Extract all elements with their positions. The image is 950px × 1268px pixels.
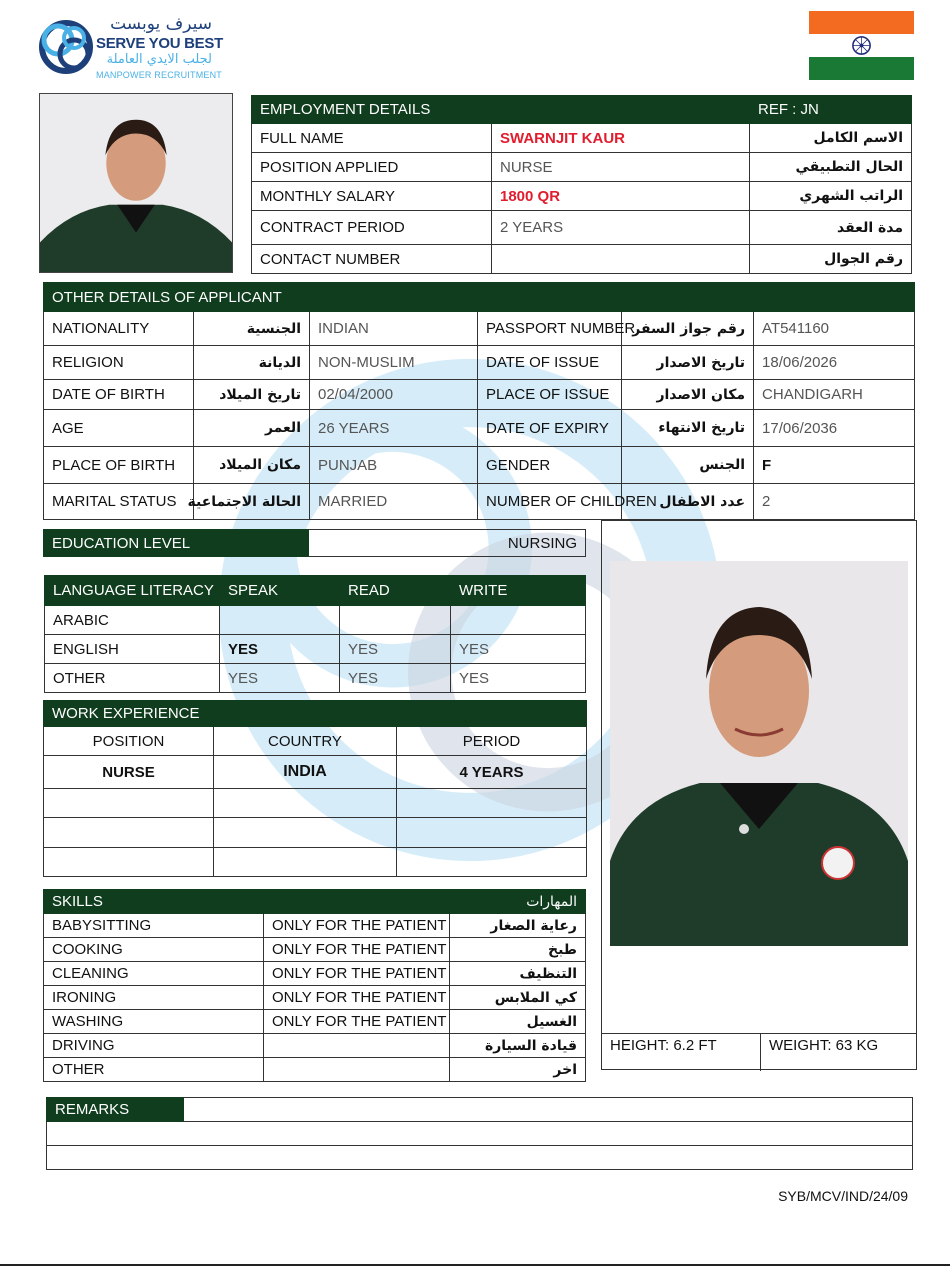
skill-cleaning-arabic: التنظيف [450,962,586,986]
monthly-salary-value: 1800 QR [492,182,750,211]
skill-cleaning: CLEANING [44,962,264,986]
skill-driving-arabic: قيادة السيارة [450,1034,586,1058]
position-applied-arabic: الحال التطبيقي [750,153,912,182]
language-english: ENGLISH [45,635,220,664]
date-of-birth-label: DATE OF BIRTH [44,380,194,410]
employment-details-header: EMPLOYMENT DETAILS [252,96,750,124]
applicant-photo-small [39,93,233,273]
passport-number-arabic: رقم جواز السفر [622,312,754,346]
date-of-birth-value: 02/04/2000 [310,380,478,410]
contract-period-label: CONTRACT PERIOD [252,211,492,245]
skill-ironing: IRONING [44,986,264,1010]
work-experience-table [43,700,587,877]
skill-other-arabic: اخر [450,1058,586,1082]
place-of-issue-arabic: مكان الاصدار [622,380,754,410]
education-level-table [43,529,586,557]
skill-washing: WASHING [44,1010,264,1034]
write-header: WRITE [451,576,586,606]
other-details-header: OTHER DETAILS OF APPLICANT [44,283,478,312]
date-of-expiry-label: DATE OF EXPIRY [478,410,622,447]
passport-number-label: PASSPORT NUMBER [478,312,622,346]
skills-table [43,889,586,1082]
skill-driving: DRIVING [44,1034,264,1058]
applicant-photo-large [610,561,908,946]
weight-value: WEIGHT: 63 KG [769,1037,879,1054]
contact-number-label: CONTACT NUMBER [252,245,492,274]
marital-status-arabic: الحالة الاجتماعية [194,484,310,520]
arabic-read [340,606,451,635]
language-literacy-header: LANGUAGE LITERACY [45,576,220,606]
age-label: AGE [44,410,194,447]
logo-english-name: SERVE YOU BEST [96,35,223,52]
place-of-birth-value: PUNJAB [310,447,478,484]
measurements-row [602,1033,916,1070]
marital-status-value: MARRIED [310,484,478,520]
gender-value: F [754,447,915,484]
skills-header-arabic: المهارات [264,890,586,914]
full-name-value: SWARNJIT KAUR [492,124,750,153]
skill-other-note [264,1058,450,1082]
work-experience-header-blank [314,701,587,727]
other-write: YES [451,664,586,693]
work-experience-header: WORK EXPERIENCE [44,701,314,727]
number-of-children-label: NUMBER OF CHILDREN [478,484,622,520]
work-row-3-period [397,818,587,848]
skill-babysitting-note: ONLY FOR THE PATIENT [264,914,450,938]
speak-header: SPEAK [220,576,340,606]
company-logo [34,14,234,84]
work-row-3-position [44,818,214,848]
remarks-line-1 [47,1122,913,1146]
full-name-label: FULL NAME [252,124,492,153]
english-read: YES [340,635,451,664]
arabic-write [451,606,586,635]
work-row-4-period [397,848,587,877]
ashoka-chakra-icon [850,34,873,57]
english-write: YES [451,635,586,664]
date-of-expiry-value: 17/06/2036 [754,410,915,447]
work-row-4-country [214,848,397,877]
skill-washing-note: ONLY FOR THE PATIENT [264,1010,450,1034]
work-row-1-period: 4 YEARS [397,756,587,789]
work-position-header: POSITION [44,727,214,756]
number-of-children-value: 2 [754,484,915,520]
religion-label: RELIGION [44,346,194,380]
person-photo-icon [610,561,908,946]
logo-mark-icon [34,14,98,80]
skill-driving-note [264,1034,450,1058]
place-of-birth-label: PLACE OF BIRTH [44,447,194,484]
skill-ironing-arabic: كي الملابس [450,986,586,1010]
document-reference: SYB/MCV/IND/24/09 [778,1188,908,1204]
position-applied-label: POSITION APPLIED [252,153,492,182]
skill-washing-arabic: الغسيل [450,1010,586,1034]
contact-number-value [492,245,750,274]
age-value: 26 YEARS [310,410,478,447]
person-photo-icon [40,94,232,272]
work-row-4-position [44,848,214,877]
education-level-label: EDUCATION LEVEL [44,530,309,557]
marital-status-label: MARITAL STATUS [44,484,194,520]
ref-label: REF : JN [750,96,912,124]
work-period-header: PERIOD [397,727,587,756]
skill-cleaning-note: ONLY FOR THE PATIENT [264,962,450,986]
skill-cooking: COOKING [44,938,264,962]
place-of-issue-value: CHANDIGARH [754,380,915,410]
applicant-photo-frame [601,520,917,1070]
logo-arabic-tagline: لجلب الايدي العاملة [106,52,212,67]
skill-babysitting-arabic: رعاية الصغار [450,914,586,938]
full-name-arabic: الاسم الكامل [750,124,912,153]
nationality-label: NATIONALITY [44,312,194,346]
other-read: YES [340,664,451,693]
number-of-children-arabic: عدد الاطفال [622,484,754,520]
date-of-issue-arabic: تاريخ الاصدار [622,346,754,380]
date-of-expiry-arabic: تاريخ الانتهاء [622,410,754,447]
place-of-issue-label: PLACE OF ISSUE [478,380,622,410]
place-of-birth-arabic: مكان الميلاد [194,447,310,484]
education-level-value: NURSING [309,530,586,557]
remarks-header-blank [184,1098,913,1122]
work-row-2-position [44,789,214,818]
language-arabic: ARABIC [45,606,220,635]
remarks-line-2 [47,1146,913,1170]
other-speak: YES [220,664,340,693]
work-row-2-period [397,789,587,818]
monthly-salary-label: MONTHLY SALARY [252,182,492,211]
date-of-issue-label: DATE OF ISSUE [478,346,622,380]
height-value: HEIGHT: 6.2 FT [610,1037,717,1054]
other-details-table [43,282,915,520]
date-of-birth-arabic: تاريخ الميلاد [194,380,310,410]
skill-other: OTHER [44,1058,264,1082]
english-speak: YES [220,635,340,664]
contract-period-arabic: مدة العقد [750,211,912,245]
other-details-header-blank [478,283,915,312]
india-flag-icon [809,11,914,80]
page-bottom-rule [0,1264,950,1266]
skill-babysitting: BABYSITTING [44,914,264,938]
passport-number-value: AT541160 [754,312,915,346]
age-arabic: العمر [194,410,310,447]
nationality-value: INDIAN [310,312,478,346]
logo-subtitle: MANPOWER RECRUITMENT [96,70,222,80]
measurements-divider [760,1034,761,1071]
gender-arabic: الجنس [622,447,754,484]
skill-ironing-note: ONLY FOR THE PATIENT [264,986,450,1010]
language-other: OTHER [45,664,220,693]
remarks-table [46,1097,913,1170]
work-row-2-country [214,789,397,818]
logo-arabic-name: سيرف يوبست [110,14,212,34]
work-row-1-position: NURSE [44,756,214,789]
work-row-3-country [214,818,397,848]
contact-number-arabic: رقم الجوال [750,245,912,274]
monthly-salary-arabic: الراتب الشهري [750,182,912,211]
work-country-header: COUNTRY [214,727,397,756]
employment-details-table [251,95,912,274]
date-of-issue-value: 18/06/2026 [754,346,915,380]
arabic-speak [220,606,340,635]
language-literacy-table [44,575,586,693]
religion-value: NON-MUSLIM [310,346,478,380]
gender-label: GENDER [478,447,622,484]
religion-arabic: الديانة [194,346,310,380]
work-row-1-country: INDIA [214,756,397,789]
position-applied-value: NURSE [492,153,750,182]
nationality-arabic: الجنسية [194,312,310,346]
skill-cooking-note: ONLY FOR THE PATIENT [264,938,450,962]
skill-cooking-arabic: طبخ [450,938,586,962]
contract-period-value: 2 YEARS [492,211,750,245]
remarks-header: REMARKS [47,1098,184,1122]
skills-header: SKILLS [44,890,264,914]
read-header: READ [340,576,451,606]
